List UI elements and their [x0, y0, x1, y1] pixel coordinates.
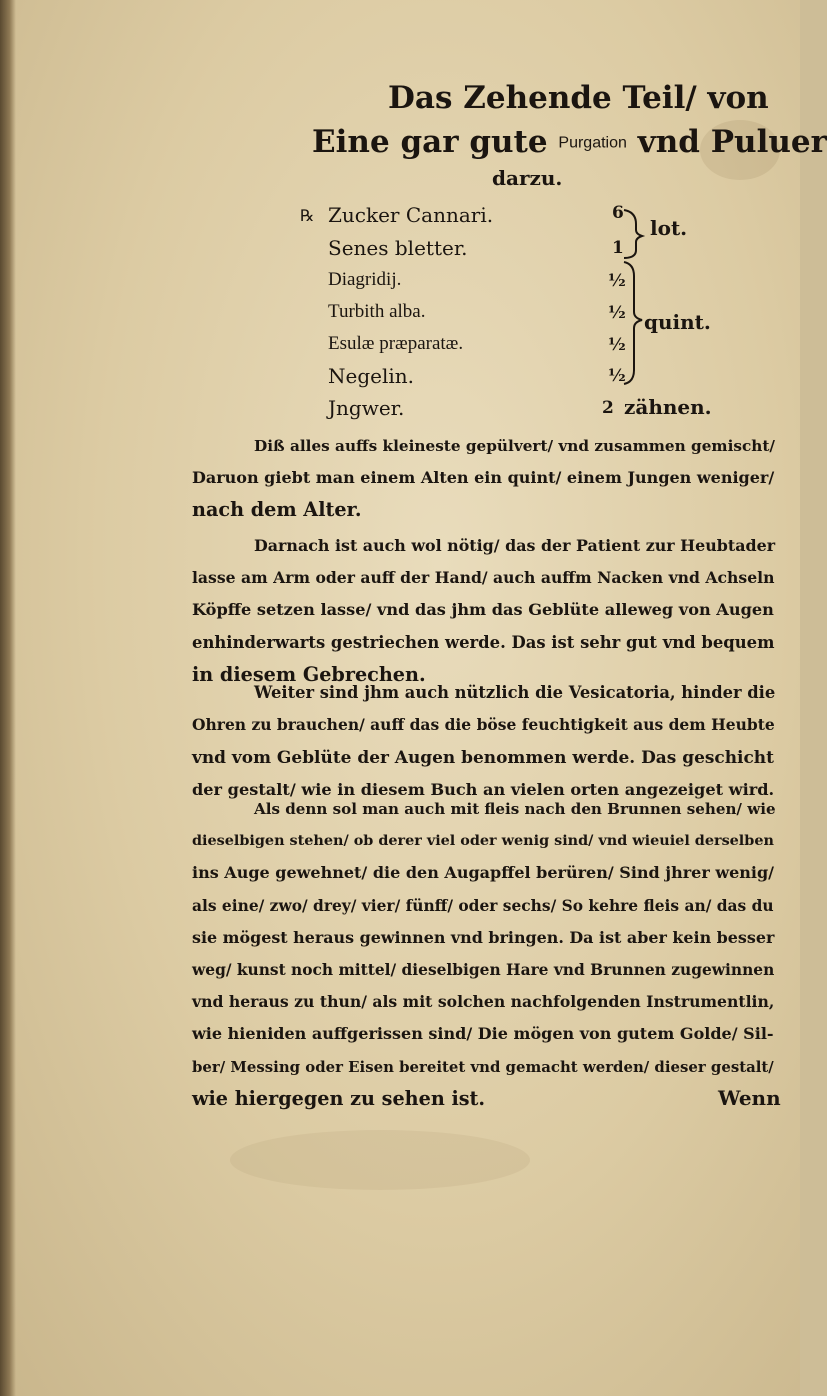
text-line: lasse am Arm oder auff der Hand/ auch auffm Nacken vnd Achseln — [192, 568, 775, 588]
text-line: nach dem Alter. — [192, 498, 362, 522]
paragraph — [192, 430, 786, 527]
bleed-through — [230, 1130, 530, 1190]
catchword: Wenn — [718, 1086, 781, 1110]
text-line: vnd vom Geblüte der Augen benommen werde. Das geschicht — [192, 747, 774, 768]
text-line: Weiter sind jhm auch nützlich die Vesicatoria, hinder die — [254, 683, 776, 702]
text-line: Diß alles auffs kleineste gepülvert/ vnd zusammen gemischt/ — [254, 437, 775, 455]
rx-symbol: ℞ — [300, 206, 315, 225]
ingredient-name: Turbith alba. — [328, 301, 426, 322]
unit-quint: quint. — [644, 310, 711, 334]
ingredient-name: Senes bletter. — [328, 236, 468, 260]
text-line: wie hieniden auffgerissen sind/ Die mögen von gutem Golde/ Sil- — [192, 1024, 774, 1044]
ingredient-name: Jngwer. — [328, 396, 405, 420]
text-line: ins Auge gewehnet/ die den Augapffel berüren/ Sind jhrer wenig/ — [192, 863, 775, 883]
recipe-title — [312, 124, 827, 160]
ingredient-name: Zucker Cannari. — [328, 203, 494, 227]
text-line: dieselbigen stehen/ ob derer viel oder wenig sind/ vnd wieuiel derselben — [192, 832, 774, 850]
ingredient-qty: ½ — [608, 366, 626, 386]
text-line: enhinderwarts gestriechen werde. Das ist sehr gut vnd bequem — [192, 632, 775, 652]
paragraph — [192, 677, 786, 806]
ingredient-name: Negelin. — [328, 364, 415, 388]
text-line: Ohren zu brauchen/ auff das die böse feuchtigkeit aus dem Heubte — [192, 715, 775, 735]
text-line: Darnach ist auch wol nötig/ das der Patient zur Heubtader — [254, 536, 776, 555]
text-line: vnd heraus zu thun/ als mit solchen nachfolgenden Instrumentlin, — [192, 992, 775, 1012]
ingredient-qty: ½ — [608, 303, 626, 323]
brace-lot — [624, 210, 642, 258]
text-line: sie mögest heraus gewinnen vnd bringen. Da ist aber kein besser — [192, 927, 775, 947]
book-spine — [0, 0, 16, 1396]
text-line: Daruon giebt man einem Alten ein quint/ einem Jungen weniger/ — [192, 468, 775, 488]
ingredient-qty: 2 — [602, 398, 614, 418]
text-line: wie hiergegen zu sehen ist. — [192, 1086, 486, 1110]
chapter-heading: Das Zehende Teil/ von — [388, 80, 769, 116]
text-line: ber/ Messing oder Eisen bereitet vnd gemacht werden/ dieser gestalt/ — [192, 1057, 774, 1076]
text-line: als eine/ zwo/ drey/ vier/ fünff/ oder sechs/ So kehre fleis an/ das du — [192, 895, 774, 915]
unit-lot: lot. — [650, 216, 688, 240]
paragraph — [192, 793, 786, 1115]
brace-quint — [624, 262, 642, 384]
paragraph — [192, 530, 786, 691]
recipe-title-latin: Purgation — [558, 134, 627, 152]
ingredient-name: Diagridij. — [328, 269, 402, 290]
ingredient-qty: ½ — [608, 335, 626, 355]
recipe-title-part2: vnd Puluer — [637, 124, 827, 160]
ingredient-qty: 1 — [612, 238, 624, 258]
ingredient-qty: 6 — [612, 203, 624, 223]
text-line: Köpffe setzen lasse/ vnd das jhm das Geblüte alleweg von Augen — [192, 600, 774, 620]
unit-zehen: zähnen. — [624, 395, 712, 419]
text-line: in diesem Gebrechen. — [192, 662, 426, 686]
text-line: der gestalt/ wie in diesem Buch an vielen orten angezeiget wird. — [192, 779, 775, 799]
text-line: Als denn sol man auch mit fleis nach den Brunnen sehen/ wie — [254, 800, 776, 818]
recipe-subtitle: darzu. — [492, 166, 563, 190]
recipe-title-part1: Eine gar gute — [312, 124, 548, 160]
ingredient-name: Esulæ præparatæ. — [328, 333, 464, 354]
ingredient-qty: ½ — [608, 271, 626, 291]
text-line: weg/ kunst noch mittel/ dieselbigen Hare vnd Brunnen zugewinnen — [192, 961, 775, 980]
